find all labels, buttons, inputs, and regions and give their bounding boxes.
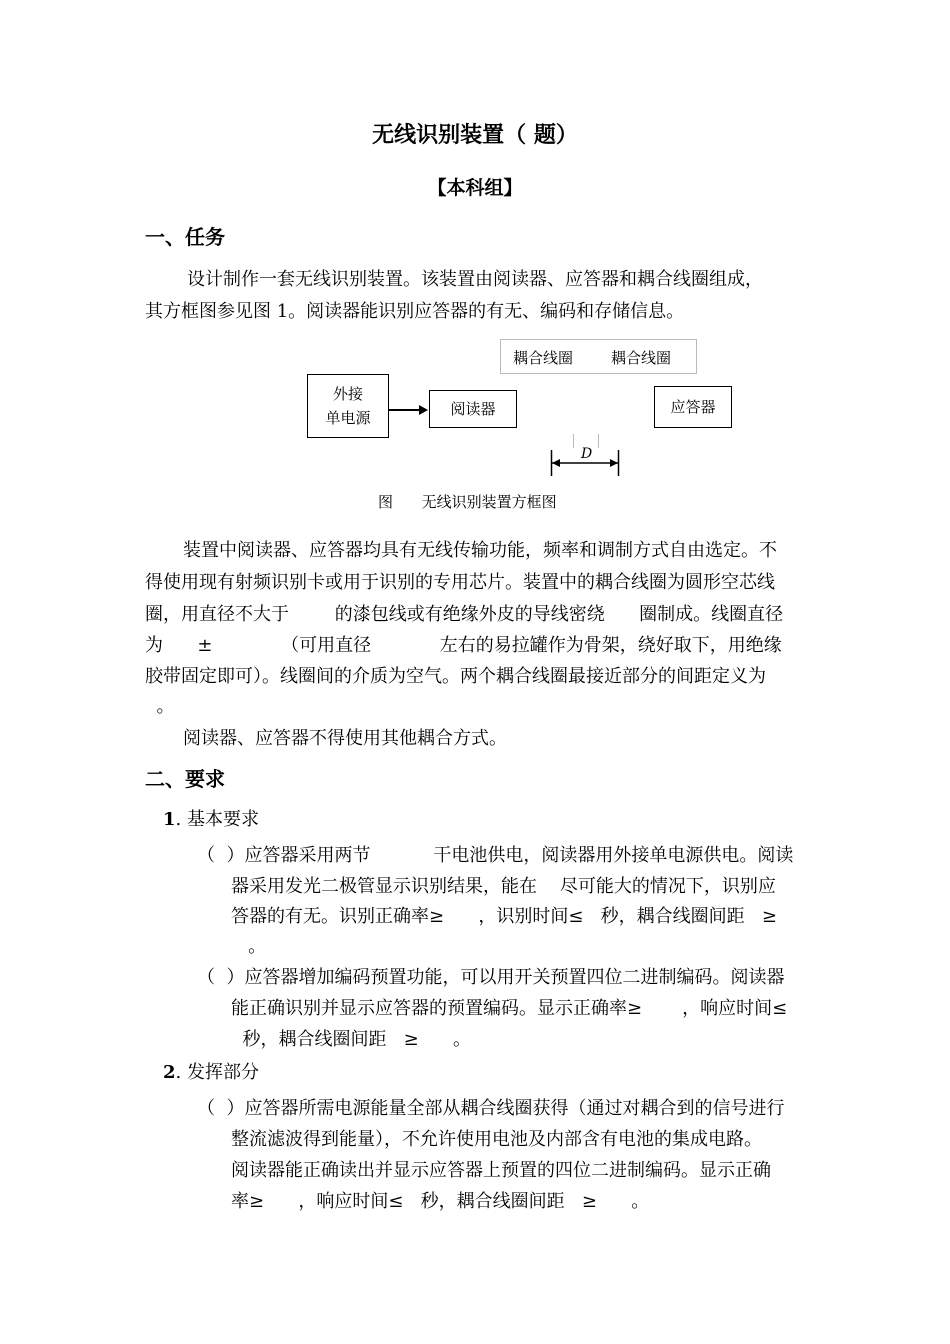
- extra-item1-line-4: 率≥ ，响应时间≤ 秒，耦合线圈间距 ≥ 。: [231, 1191, 650, 1212]
- task-para-line-1: 设计制作一套无线识别装置。该装置由阅读器、应答器和耦合线圈组成，: [187, 269, 763, 290]
- basic-item2-line-1: （ ）应答器增加编码预置功能，可以用开关预置四位二进制编码。阅读器: [197, 967, 785, 988]
- extra-item1-line-3: 阅读器能正确读出并显示应答器上预置的四位二进制编码。显示正确: [231, 1160, 771, 1181]
- basic-requirements-heading: [163, 810, 259, 830]
- extra-item1-line-2: 整流滤波得到能量），不允许使用电池及内部含有电池的集成电路。: [231, 1129, 762, 1150]
- power-supply-box: [307, 374, 389, 438]
- document-title: 无线识别装置（ 题）: [372, 122, 578, 148]
- reader-box: [429, 390, 517, 428]
- para2-line-3: 圈，用直径不大于 的漆包线或有绝缘外皮的导线密绕 圈制成。线圈直径: [145, 604, 784, 625]
- basic-label: . 基本要求: [175, 809, 259, 830]
- basic-number: 1: [163, 809, 176, 830]
- basic-item1-line-1: （ ）应答器采用两节 干电池供电，阅读器用外接单电源供电。阅读: [197, 845, 794, 866]
- power-box-line-2: 单电源: [325, 409, 371, 427]
- para2-line-1: 装置中阅读器、应答器均具有无线传输功能，频率和调制方式自由选定。不: [183, 540, 777, 561]
- coil-label-1: 耦合线圈: [513, 349, 574, 367]
- transponder-box: [654, 386, 732, 428]
- power-box-line-1: 外接: [332, 385, 363, 403]
- basic-item1-line-2: 器采用发光二极管显示识别结果，能在 尽可能大的情况下，识别应: [231, 876, 776, 897]
- para2-line-7: 阅读器、应答器不得使用其他耦合方式。: [183, 728, 507, 749]
- extra-label: . 发挥部分: [175, 1062, 259, 1083]
- para2-line-2: 得使用现有射频识别卡或用于识别的专用芯片。装置中的耦合线圈为圆形空芯线: [145, 572, 775, 593]
- group-subtitle: 【本科组】: [427, 177, 523, 199]
- task-para-line-2: 其方框图参见图 1。阅读器能识别应答器的有无、编码和存储信息。: [145, 301, 685, 322]
- coil-label-2: 耦合线圈: [611, 349, 672, 367]
- basic-item2-line-3: 秒，耦合线圈间距 ≥ 。: [231, 1029, 472, 1050]
- transponder-box-label: 应答器: [670, 398, 716, 416]
- section-heading-task: 一、任务: [145, 225, 225, 249]
- basic-item1-line-4: 。: [231, 936, 267, 957]
- extra-number: 2: [163, 1062, 176, 1083]
- basic-item1-line-3: 答器的有无。识别正确率≥ ，识别时间≤ 秒，耦合线圈间距 ≥: [231, 906, 777, 927]
- para2-line-5: 胶带固定即可）。线圈间的介质为空气。两个耦合线圈最接近部分的间距定义为: [145, 666, 766, 687]
- distance-label: D: [581, 446, 593, 462]
- para2-line-6: 。: [145, 696, 175, 717]
- para2-line-4: 为 ± （可用直径 左右的易拉罐作为骨架，绕好取下，用绝缘: [145, 635, 782, 656]
- figure-caption: 图 无线识别装置方框图: [378, 493, 557, 511]
- reader-box-label: 阅读器: [450, 400, 496, 418]
- basic-item2-line-2: 能正确识别并显示应答器的预置编码。显示正确率≥ ，响应时间≤: [231, 998, 788, 1019]
- extra-item1-line-1: （ ）应答器所需电源能量全部从耦合线圈获得（通过对耦合到的信号进行: [197, 1098, 785, 1119]
- extra-part-heading: [163, 1063, 259, 1083]
- block-diagram-lines: [0, 0, 950, 520]
- section-heading-requirements: 二、要求: [145, 767, 225, 791]
